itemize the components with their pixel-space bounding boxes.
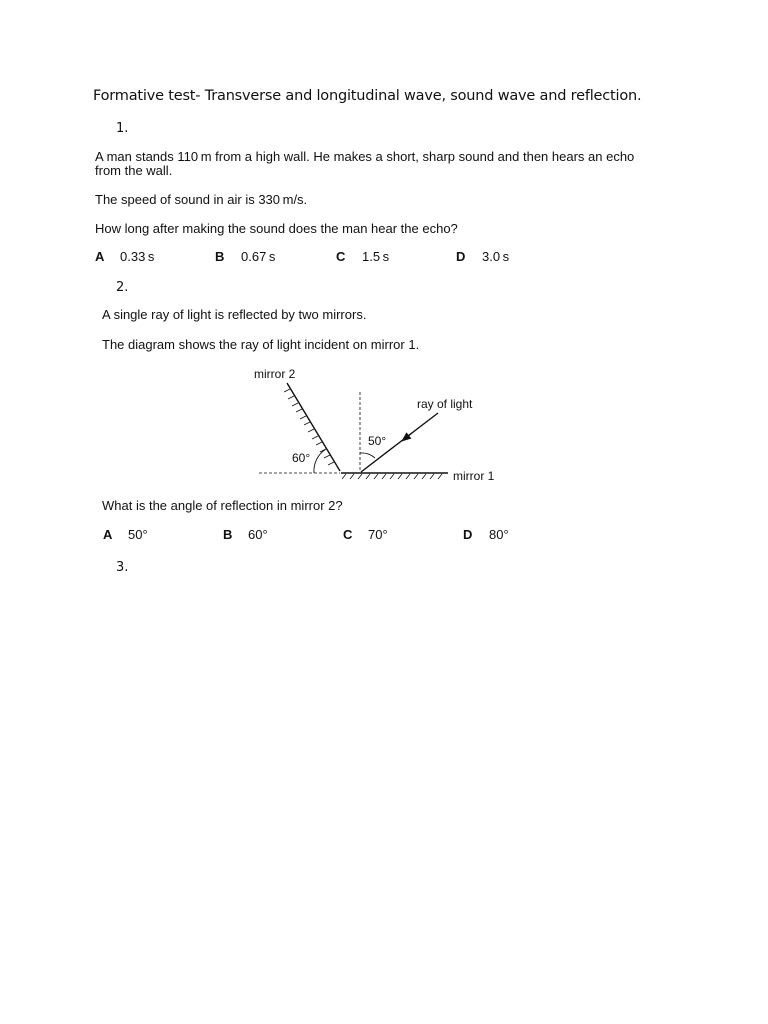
page-title: Formative test- Transverse and longitudinal wave, sound wave and reflection. [93, 88, 642, 104]
option-d-value: 80° [489, 527, 509, 542]
option-c-letter: C [336, 249, 346, 264]
option-a-letter: A [95, 249, 105, 264]
option-c-letter: C [343, 527, 353, 542]
option-a-value: 0.33 s [120, 249, 155, 264]
question-1-prompt: How long after making the sound does the man hear the echo? [95, 221, 458, 236]
angle-arc-mirror [314, 449, 326, 473]
angle-mirror-label: 60° [292, 451, 311, 465]
option-a-value: 50° [128, 527, 148, 542]
mirror-2-label: mirror 2 [254, 367, 296, 381]
option-a-letter: A [103, 527, 113, 542]
ray-arrow [402, 433, 412, 441]
question-2-prompt: What is the angle of reflection in mirror 2? [102, 498, 343, 513]
option-b-letter: B [223, 527, 233, 542]
mirror-reflection-diagram [250, 362, 520, 492]
option-d-letter: D [463, 527, 473, 542]
option-c-value: 70° [368, 527, 388, 542]
ray-of-light-label: ray of light [417, 397, 473, 411]
option-d-letter: D [456, 249, 466, 264]
angle-incidence-label: 50° [368, 434, 387, 448]
question-2-info: The diagram shows the ray of light incident on mirror 1. [102, 337, 420, 352]
option-d-value: 3.0 s [482, 249, 510, 264]
question-1-number: 1. [116, 121, 129, 136]
option-b-value: 0.67 s [241, 249, 276, 264]
option-c-value: 1.5 s [362, 249, 390, 264]
mirror-1-label: mirror 1 [453, 469, 495, 483]
question-2-number: 2. [116, 280, 129, 295]
angle-arc-incidence [360, 453, 375, 458]
mirror-1 [341, 473, 448, 479]
question-3-number: 3. [116, 560, 129, 575]
option-b-letter: B [215, 249, 225, 264]
question-1-stem-line-2: from the wall. [95, 163, 173, 178]
question-1-info: The speed of sound in air is 330 m/s. [95, 192, 308, 207]
question-2-stem: A single ray of light is reflected by two mirrors. [102, 307, 367, 322]
option-b-value: 60° [248, 527, 268, 542]
question-1-stem-line-1: A man stands 110 m from a high wall. He makes a short, sharp sound and then hears an echo [95, 149, 635, 164]
